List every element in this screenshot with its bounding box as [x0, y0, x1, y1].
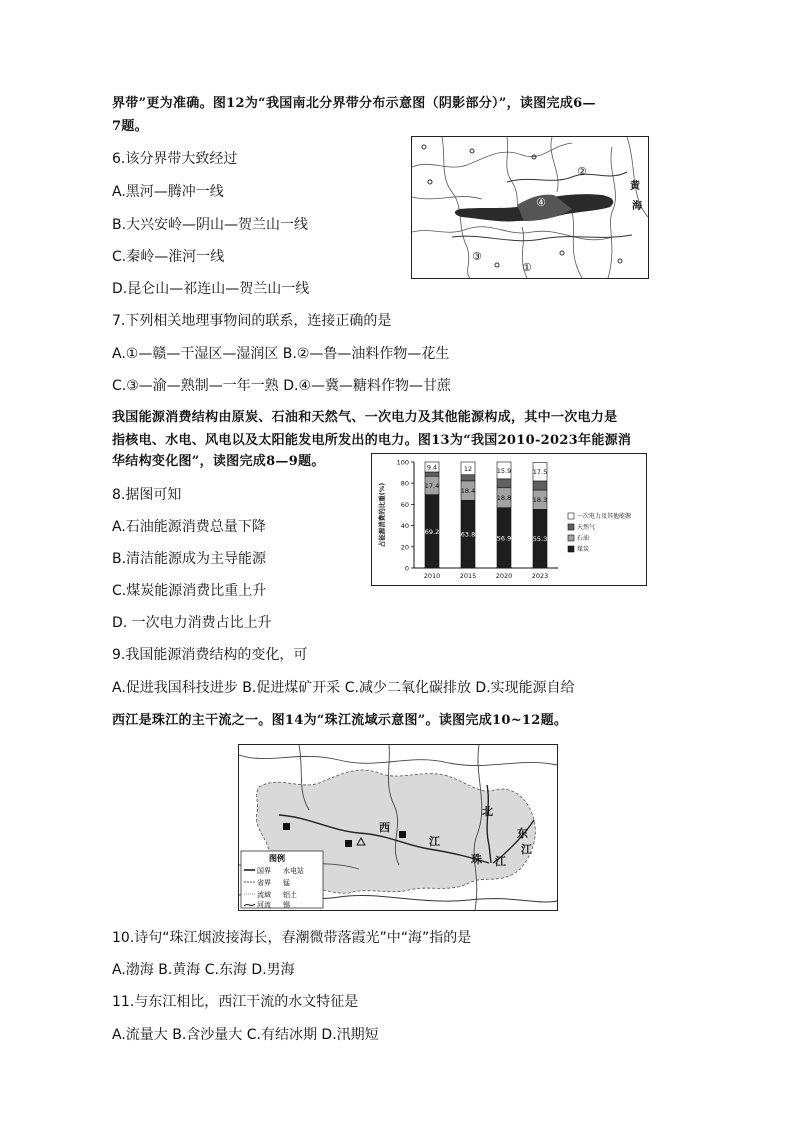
data-label: 12: [463, 464, 473, 473]
province-border: [608, 147, 616, 278]
map12-label-sea: 海: [632, 201, 642, 212]
bar-天然气: [497, 479, 511, 488]
bar-天然气: [425, 472, 439, 476]
x-tick-label: 2010: [423, 572, 441, 580]
legend-swatch: [568, 535, 574, 541]
data-label: 18.3: [532, 496, 548, 505]
q7-stem: 7.下列相关地理事物间的联系，连接正确的是: [112, 313, 392, 329]
energy-intro-line-1: 我国能源消费结构由原炭、石油和天然气、一次电力及其他能源构成，其中一次电力是: [112, 410, 618, 425]
q8-option-a: A.石油能源消费总量下降: [112, 519, 266, 535]
map12-label-2: ②: [577, 165, 587, 178]
y-tick-label: 0: [404, 564, 409, 573]
q10-stem: 10.诗句“珠江烟波接海长，春潮微带落霞光”中“海”指的是: [112, 930, 472, 946]
manganese-symbol: [283, 823, 290, 830]
y-axis-title: 占能源消费的比重(%): [378, 482, 386, 548]
q6-option-a: A.黑河—腾冲一线: [112, 184, 224, 200]
data-label: 69.2: [424, 527, 440, 536]
city-dot: [428, 180, 432, 184]
q6-stem: 6.该分界带大致经过: [112, 151, 238, 167]
y-tick-label: 100: [396, 458, 409, 467]
pearl-river-basin-map: [238, 744, 558, 911]
data-label: 63.8: [460, 530, 476, 539]
label-xi: 西: [379, 821, 390, 834]
legend-tin: 锡: [283, 901, 290, 909]
q8-option-d: D. 一次电力消费占比上升: [112, 615, 272, 631]
city-dot: [422, 145, 426, 149]
y-tick-label: 40: [400, 522, 409, 531]
q7-options-line-2: C.③—渝—熟制—一年一熟 D.④—冀—糖料作物—甘蔗: [112, 378, 452, 394]
bar-天然气: [461, 475, 475, 481]
legend-basin: 流域: [257, 891, 271, 899]
q11-stem: 11.与东江相比，西江干流的水文特征是: [112, 994, 359, 1010]
data-label: 17.4: [424, 481, 440, 490]
q11-options: A.流量大 B.含沙量大 C.有结冰期 D.汛期短: [112, 1027, 379, 1043]
legend-label: 天然气: [577, 524, 596, 531]
label-bei: 北: [482, 805, 493, 818]
legend-label: 煤炭: [577, 546, 590, 553]
legend-bauxite: 铝土: [283, 891, 297, 899]
legend-hydro: 水电站: [283, 867, 304, 875]
yellow-river: [507, 172, 627, 182]
q6-option-c: C.秦岭—淮河一线: [112, 249, 225, 265]
y-tick-label: 60: [400, 500, 409, 509]
map12-label-4: ④: [536, 196, 546, 209]
q8-stem: 8.据图可知: [112, 487, 182, 503]
data-label: 15.9: [496, 466, 512, 475]
map14-legend: [241, 851, 323, 909]
data-label: 17.5: [532, 468, 548, 477]
y-tick-label: 80: [400, 479, 409, 488]
province-border: [412, 143, 572, 167]
data-label: 9.4: [426, 463, 438, 472]
legend-province: 省界: [257, 879, 271, 887]
province-border: [412, 227, 612, 240]
intro-line-1: 界带”更为准确。图12为“我国南北分界带分布示意图（阴影部分）”，读图完成6—: [112, 96, 596, 111]
legend-national: 国界: [257, 867, 271, 875]
pearl-river-map-svg: [239, 745, 557, 910]
legend-river: 河流: [257, 901, 271, 909]
legend-label: 一次电力及其他能源: [577, 513, 632, 520]
province-border: [412, 197, 482, 199]
energy-structure-chart: [371, 453, 647, 586]
label-jiang-2: 江: [495, 855, 506, 868]
label-dong: 东: [517, 827, 528, 840]
city-dot: [470, 149, 474, 153]
city-dot: [560, 251, 564, 255]
yangtze-river: [452, 235, 632, 241]
north-south-boundary-map-svg: [412, 137, 648, 278]
x-tick-label: 2023: [531, 572, 549, 580]
north-south-boundary-map: [411, 136, 649, 279]
q10-options: A.渤海 B.黄海 C.东海 D.男海: [112, 962, 295, 978]
manganese-symbol: [399, 831, 406, 838]
province-border: [551, 137, 558, 192]
legend-swatch: [568, 513, 574, 519]
data-label: 18.4: [460, 487, 476, 496]
q8-option-c: C.煤炭能源消费比重上升: [112, 583, 267, 599]
q6-option-b: B.大兴安岭—阴山—贺兰山一线: [112, 217, 309, 233]
intro-line-2: 7题。: [112, 119, 148, 134]
map12-label-3: ③: [472, 250, 482, 263]
legend-swatch: [568, 524, 574, 530]
q6-option-d: D.昆仑山—祁连山—贺兰山一线: [112, 281, 310, 297]
map12-label-1: ①: [522, 261, 532, 274]
legend-title: 图例: [269, 854, 285, 863]
energy-intro-line-3: 华结构变化图”，读图完成8—9题。: [112, 454, 325, 469]
label-jiang-3: 江: [521, 843, 532, 856]
x-tick-label: 2020: [495, 572, 513, 580]
manganese-symbol: [345, 840, 352, 847]
province-border: [572, 212, 582, 278]
energy-chart-svg: [372, 454, 646, 585]
city-dot: [618, 259, 622, 263]
pearl-intro: 西江是珠江的主干流之一。图14为“珠江流域示意图”。读图完成10~12题。: [112, 713, 568, 728]
label-jiang-1: 江: [429, 835, 440, 848]
q7-options-line-1: A.①—赣—干湿区—湿润区 B.②—鲁—油料作物—花生: [112, 346, 450, 362]
data-label: 18.8: [496, 494, 512, 503]
province-border: [442, 137, 470, 278]
label-zhu: 珠: [471, 853, 482, 866]
x-tick-label: 2015: [459, 572, 477, 580]
data-label: 56.9: [496, 534, 512, 543]
energy-intro-line-2: 指核电、水电、风电以及太阳能发电所发出的电力。图13为“我国2010-2023年能源消: [112, 433, 632, 448]
legend-swatch: [568, 546, 574, 552]
legend-label: 石油: [577, 535, 590, 542]
q9-options: A.促进我国科技进步 B.促进煤矿开采 C.减少二氧化碳排放 D.实现能源自给: [112, 680, 575, 696]
y-tick-label: 20: [400, 543, 409, 552]
map12-label-yellow: 黄: [630, 181, 640, 192]
q9-stem: 9.我国能源消费结构的变化，可: [112, 647, 308, 663]
city-dot: [495, 263, 499, 267]
bar-天然气: [533, 481, 547, 490]
q8-option-b: B.清洁能源成为主导能源: [112, 551, 267, 567]
data-label: 55.3: [532, 535, 548, 544]
province-border: [239, 755, 557, 766]
legend-manganese: 锰: [283, 879, 290, 887]
